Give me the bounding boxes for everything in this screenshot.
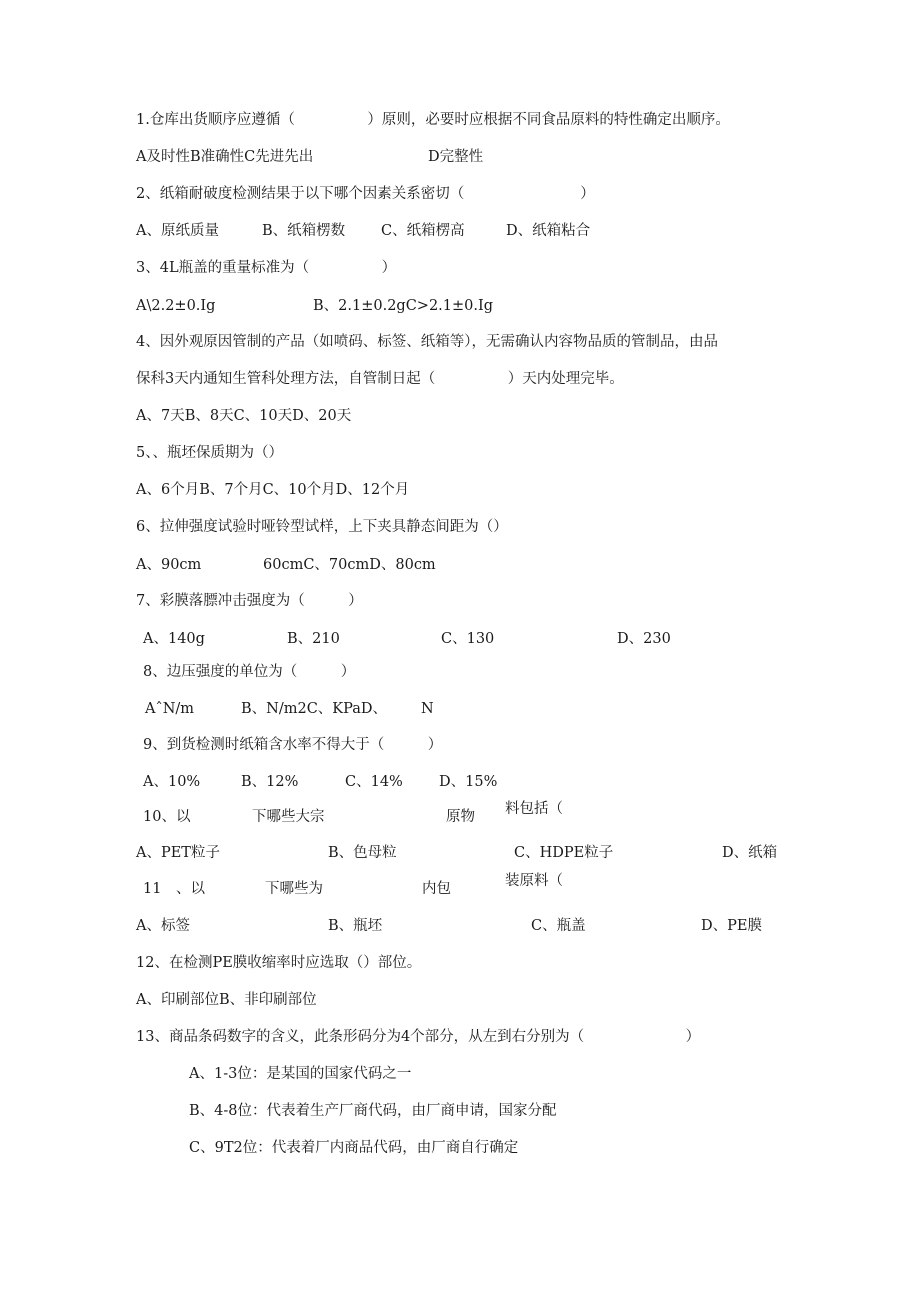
question-2-option-a: A、原纸质量 [136, 223, 219, 239]
question-12-options: A、印刷部位B、非印刷部位 [136, 992, 317, 1008]
question-8-option-n: N [421, 701, 434, 717]
question-6: 6、拉伸强度试验时哑铃型试样，上下夹具静态间距为（） [136, 519, 508, 535]
question-8: 8、边压强度的单位为（ ） [143, 664, 356, 680]
question-6-option-a: A、90cm [136, 557, 202, 573]
question-13-option-c: C、9T2位：代表着厂内商品代码，由厂商自行确定 [189, 1140, 519, 1156]
question-11-option-a: A、标签 [136, 918, 190, 934]
question-4-options: A、7天B、8天C、10天D、20天 [136, 408, 352, 424]
question-11-option-d: D、PE膜 [701, 918, 762, 934]
question-2-option-c: C、纸箱楞高 [381, 223, 465, 239]
question-11-part-3: 内包 [422, 881, 451, 897]
question-12: 12、在检测PE膜收缩率时应选取（）部位。 [136, 955, 422, 971]
question-13-option-a: A、1-3位：是某国的国家代码之一 [189, 1066, 412, 1082]
question-8-option-bcd: B、N/m2C、KPaD、 [241, 701, 388, 717]
question-2-option-d: D、纸箱粘合 [506, 223, 591, 239]
question-13-option-b: B、4-8位：代表着生产厂商代码，由厂商申请，国家分配 [189, 1103, 557, 1119]
question-7-option-b: B、210 [287, 631, 340, 647]
question-10-option-c: C、HDPE粒子 [514, 845, 614, 861]
question-5: 5、、瓶坯保质期为（） [136, 445, 283, 461]
question-9-option-d: D、15% [439, 774, 498, 790]
question-7-option-d: D、230 [617, 631, 671, 647]
question-11-part-4: 装原料（ [505, 873, 563, 889]
question-1-option-d: D完整性 [428, 149, 484, 165]
question-7-option-a: A、140g [143, 631, 205, 647]
question-9-option-c: C、14% [345, 774, 403, 790]
question-10-option-b: B、色母粒 [328, 845, 397, 861]
question-9-option-a: A、10% [143, 774, 201, 790]
question-4-line-1: 4、因外观原因管制的产品（如喷码、标签、纸箱等），无需确认内容物品质的管制品，由品 [136, 334, 718, 350]
question-3-option-bc: B、2.1±0.2gC>2.1±0.Ig [313, 298, 494, 314]
question-10-part-4: 料包括（ [505, 801, 563, 817]
question-10-part-2: 下哪些大宗 [252, 809, 325, 825]
question-1: 1.仓库出货顺序应遵循（ ）原则，必要时应根据不同食品原料的特性确定出顺序。 [136, 112, 730, 128]
question-11-part-2: 下哪些为 [265, 881, 323, 897]
question-13: 13、商品条码数字的含义，此条形码分为4个部分，从左到右分别为（ ） [136, 1029, 701, 1045]
question-10-option-a: A、PET粒子 [136, 845, 220, 861]
question-8-option-a: AˆN/m [145, 701, 195, 717]
question-9: 9、到货检测时纸箱含水率不得大于（ ） [143, 737, 443, 753]
question-10-part-1: 10、以 [143, 809, 191, 825]
question-6-option-bcd: 60cmC、70cmD、80cm [263, 557, 436, 573]
question-11-option-b: B、瓶坯 [328, 918, 383, 934]
question-7-option-c: C、130 [441, 631, 495, 647]
question-1-option-abc: A及时性B准确性C先进先出 [136, 149, 314, 165]
question-11-option-c: C、瓶盖 [531, 918, 586, 934]
question-5-options: A、6个月B、7个月C、10个月D、12个月 [136, 482, 410, 498]
question-7: 7、彩膜落膘冲击强度为（ ） [136, 593, 363, 609]
question-11-part-1: 11 、以 [143, 881, 205, 897]
question-2-option-b: B、纸箱楞数 [262, 223, 346, 239]
question-9-option-b: B、12% [241, 774, 299, 790]
question-4-line-2: 保科3天内通知生管科处理方法，自管制日起（ ）天内处理完毕。 [136, 371, 624, 387]
question-2: 2、纸箱耐破度检测结果于以下哪个因素关系密切（ ） [136, 186, 595, 202]
question-3-option-a: A\2.2±0.Ig [136, 298, 216, 314]
question-10-part-3: 原物 [446, 809, 475, 825]
question-3: 3、4L瓶盖的重量标准为（ ） [136, 260, 397, 276]
question-10-option-d: D、纸箱 [722, 845, 778, 861]
